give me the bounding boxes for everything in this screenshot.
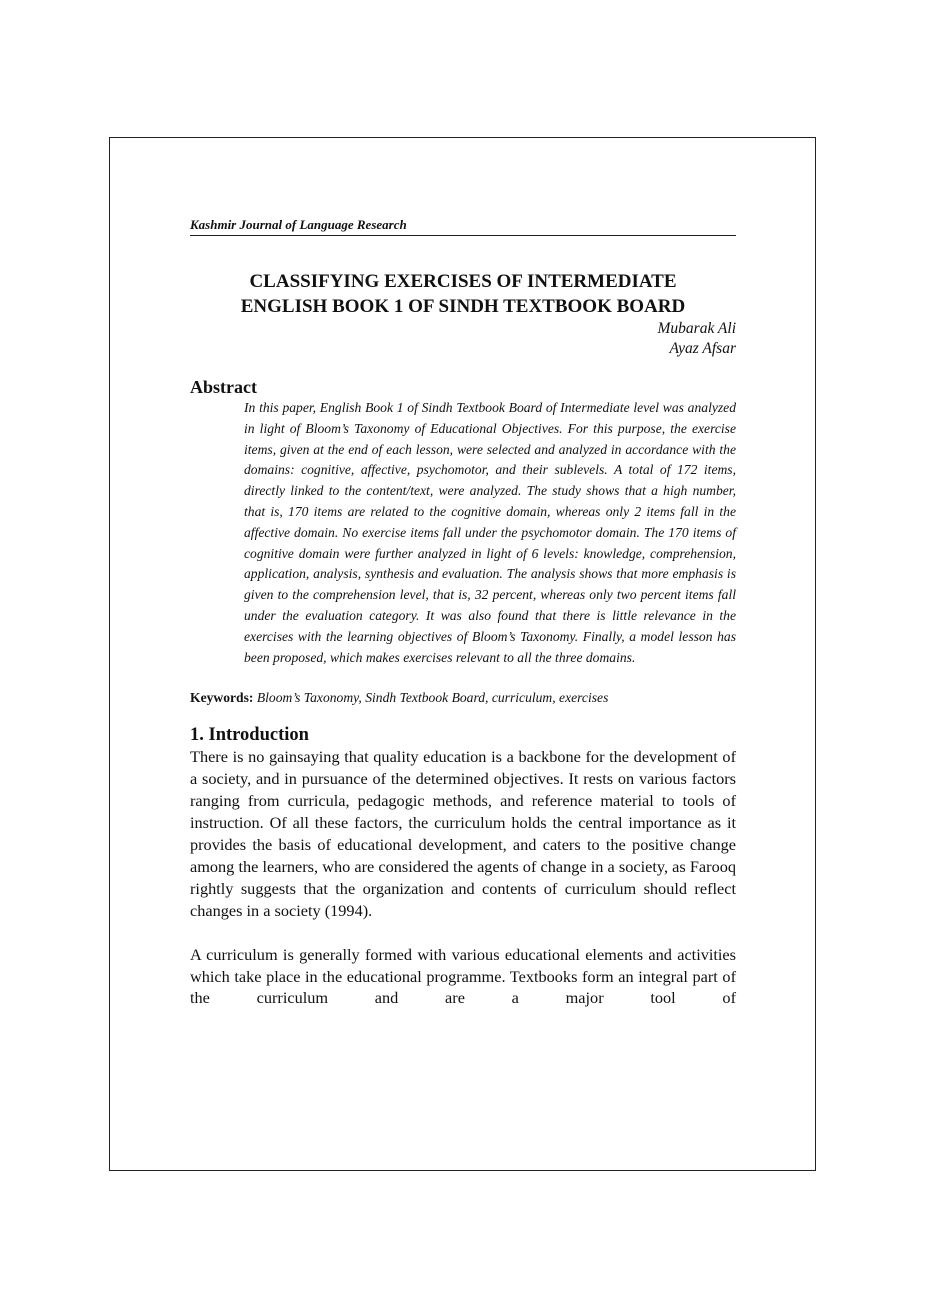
body-paragraph: There is no gainsaying that quality education is a backbone for the development of a society, and in pursuance of the determined objectives. It rests on various factors ranging from curricula, pedagogic methods, and reference material to tools of instruction. Of all these factors, the curriculum holds the central importance as it provides the basis of educational development, and caters to the positive change among the learners, who are considered the agents of change in a society, as Farooq rightly suggests that the organization and contents of curriculum should reflect changes in a society (1994). — [190, 747, 736, 920]
title-line-2: ENGLISH BOOK 1 OF SINDH TEXTBOOK BOARD — [240, 296, 686, 317]
running-head: Kashmir Journal of Language Research — [190, 216, 736, 236]
keywords-list: Bloom’s Taxonomy, Sindh Textbook Board, curriculum, exercises — [256, 690, 609, 706]
author-name: Ayaz Afsar — [669, 340, 736, 357]
article-page — [190, 216, 736, 1009]
body-paragraph: A curriculum is generally formed with various educational elements and activities which take place in the educational programme. Textbooks form an integral part of the curriculum and are a major tool of — [190, 944, 736, 1008]
abstract-heading: Abstract — [190, 377, 257, 397]
section-heading-introduction: 1. Introduction — [190, 725, 309, 746]
article-title — [190, 269, 736, 319]
author-list — [190, 319, 736, 359]
keywords-label: Keywords: — [190, 690, 254, 706]
author-name: Mubarak Ali — [657, 320, 736, 337]
title-line-1: CLASSIFYING EXERCISES OF INTERMEDIATE — [249, 271, 677, 292]
abstract-text: In this paper, English Book 1 of Sindh Textbook Board of Intermediate level was analyzed in light of Bloom’s Taxonomy of Educational Objectives. For this purpose, the exercise items, given at the end of each lesson, were selected and analyzed in accordance with the domains: cognitive, affective, psychomotor, and their sublevels. A total of 172 items, directly linked to the content/text, were analyzed. The study shows that a high number, that is, 170 items are related to the cognitive domain, whereas only 2 items fall in the affective domain. No exercise items fall under the psychomotor domain. The 170 items of cognitive domain were further analyzed in light of 6 levels: knowledge, comprehension, application, analysis, synthesis and evaluation. The analysis shows that more emphasis is given to the comprehension level, that is, 32 percent, whereas only two percent items fall under the evaluation category. It was also found that there is little relevance in the exercises with the learning objectives of Bloom’s Taxonomy. Finally, a model lesson has been proposed, which makes exercises relevant to all the three domains. — [244, 400, 736, 665]
keywords — [190, 688, 736, 708]
